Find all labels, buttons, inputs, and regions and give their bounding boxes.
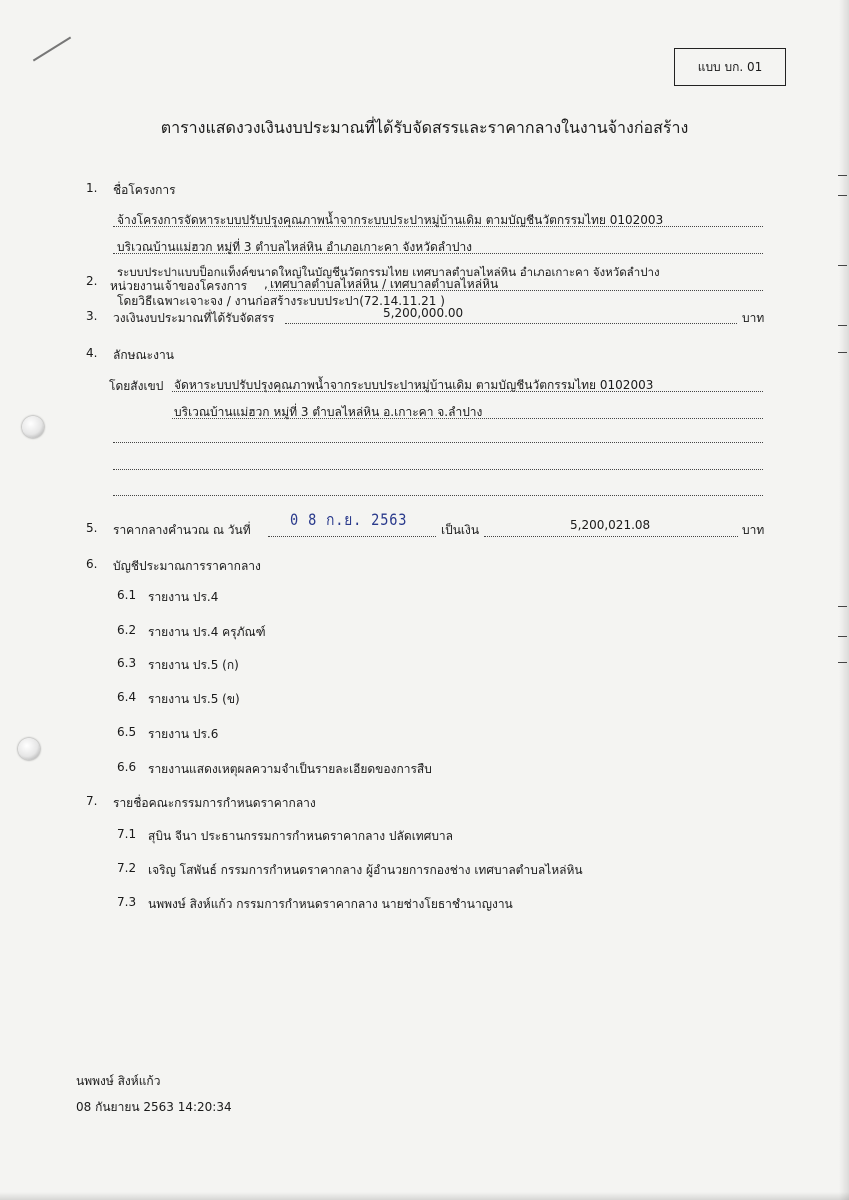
list-item-number: 6.4 xyxy=(117,690,137,704)
committee-item-number: 7.2 xyxy=(117,861,137,875)
list-item: รายงาน ปร.4 xyxy=(148,590,219,604)
section-7-number: 7. xyxy=(86,794,98,808)
dotted-line xyxy=(268,536,436,537)
form-code: แบบ บก. 01 xyxy=(697,59,763,74)
edge-mark xyxy=(838,325,847,326)
section-6-number: 6. xyxy=(86,557,98,571)
dotted-line xyxy=(113,226,763,227)
section-5-amount-label: เป็นเงิน xyxy=(441,523,480,537)
median-price-unit: บาท xyxy=(742,523,765,537)
section-3-number: 3. xyxy=(86,309,98,323)
section-2-separator: , xyxy=(264,277,268,291)
list-item: รายงาน ปร.6 xyxy=(148,727,219,741)
section-4-label: ลักษณะงาน xyxy=(113,348,174,362)
work-description-line-2: บริเวณบ้านแม่ฮวก หมู่ที่ 3 ตำบลไหล่หิน อ.เกาะคา จ.ลำปาง xyxy=(174,405,483,419)
section-1-number: 1. xyxy=(86,181,98,195)
punch-hole-bottom xyxy=(18,738,40,760)
committee-item-number: 7.3 xyxy=(117,895,137,909)
dotted-line xyxy=(484,536,738,537)
project-owner-value: เทศบาลตำบลไหล่หิน / เทศบาลตำบลไหล่หิน xyxy=(270,277,499,291)
list-item: รายงาน ปร.5 (ก) xyxy=(148,658,239,672)
edge-mark xyxy=(838,352,847,353)
median-price-amount: 5,200,021.08 xyxy=(570,518,651,532)
list-item-number: 6.6 xyxy=(117,760,137,774)
section-4-sub-label: โดยสังเขป xyxy=(109,379,164,393)
list-item: รายงาน ปร.4 ครุภัณฑ์ xyxy=(148,625,266,639)
edge-mark xyxy=(838,636,847,637)
committee-member: นพพงษ์ สิงห์แก้ว กรรมการกำหนดราคากลาง นายช่างโยธาชำนาญงาน xyxy=(148,897,513,911)
edge-mark xyxy=(838,195,847,196)
section-4-number: 4. xyxy=(86,346,98,360)
footer-name: นพพงษ์ สิงห์แก้ว xyxy=(76,1074,161,1088)
dotted-line xyxy=(172,391,763,392)
list-item: รายงานแสดงเหตุผลความจำเป็นรายละเอียดของการสืบ xyxy=(148,762,432,776)
date-stamp: 0 8 ก.ย. 2563 xyxy=(290,510,408,529)
punch-hole-top xyxy=(22,416,44,438)
work-description-line-1: จัดหาระบบปรับปรุงคุณภาพน้ำจากระบบประปาหมู่บ้านเดิม ตามบัญชีนวัตกรรมไทย 0102003 xyxy=(174,378,654,392)
project-name-line-2: บริเวณบ้านแม่ฮวก หมู่ที่ 3 ตำบลไหล่หิน อำเภอเกาะคา จังหวัดลำปาง xyxy=(117,240,473,254)
committee-member: เจริญ โสพันธ์ กรรมการกำหนดราคากลาง ผู้อำนวยการกองช่าง เทศบาลตำบลไหล่หิน xyxy=(148,863,583,877)
section-3-label: วงเงินงบประมาณที่ได้รับจัดสรร xyxy=(113,311,275,325)
page-bottom-shadow xyxy=(0,1192,849,1200)
dotted-line xyxy=(113,495,763,496)
dotted-line xyxy=(113,442,763,443)
budget-unit: บาท xyxy=(742,311,765,325)
budget-amount: 5,200,000.00 xyxy=(383,306,464,320)
list-item-number: 6.3 xyxy=(117,656,137,670)
dotted-line xyxy=(113,469,763,470)
list-item-number: 6.1 xyxy=(117,588,137,602)
dotted-line xyxy=(268,290,763,291)
project-name-line-1: จ้างโครงการจัดหาระบบปรับปรุงคุณภาพน้ำจากระบบประปาหมู่บ้านเดิม ตามบัญชีนวัตกรรมไทย 0102003 xyxy=(117,213,664,227)
section-6-label: บัญชีประมาณการราคากลาง xyxy=(113,559,261,573)
list-item-number: 6.5 xyxy=(117,725,137,739)
form-code-box xyxy=(674,48,786,86)
project-name-line-3: ระบบประปาแบบป็อกแท็งค์ขนาดใหญ่ในบัญชีนวัตกรรมไทย เทศบาลตำบลไหล่หิน อำเภอเกาะคา จังหวัดลำปาง xyxy=(117,265,660,279)
section-7-label: รายชื่อคณะกรรมการกำหนดราคากลาง xyxy=(113,796,316,810)
page-edge-shadow xyxy=(839,0,849,1200)
edge-mark xyxy=(838,265,847,266)
scan-scratch-mark xyxy=(33,36,71,61)
section-1-label: ชื่อโครงการ xyxy=(113,183,176,197)
section-2-label: หน่วยงานเจ้าของโครงการ xyxy=(110,279,248,293)
section-2-number: 2. xyxy=(86,274,98,288)
list-item-number: 6.2 xyxy=(117,623,137,637)
committee-member: สุบิน จีนา ประธานกรรมการกำหนดราคากลาง ปลัดเทศบาล xyxy=(148,829,454,843)
edge-mark xyxy=(838,662,847,663)
section-5-number: 5. xyxy=(86,521,98,535)
dotted-line xyxy=(285,323,737,324)
list-item: รายงาน ปร.5 (ข) xyxy=(148,692,240,706)
footer-timestamp: 08 กันยายน 2563 14:20:34 xyxy=(76,1100,232,1114)
edge-mark xyxy=(838,606,847,607)
page-title: ตารางแสดงวงเงินงบประมาณที่ได้รับจัดสรรและราคากลางในงานจ้างก่อสร้าง xyxy=(160,118,689,137)
project-name-line-4: โดยวิธีเฉพาะเจาะจง / งานก่อสร้างระบบประปา(72.14.11.21 ) xyxy=(117,294,445,308)
dotted-line xyxy=(172,418,763,419)
committee-item-number: 7.1 xyxy=(117,827,137,841)
dotted-line xyxy=(113,253,763,254)
edge-mark xyxy=(838,175,847,176)
section-5-label: ราคากลางคำนวณ ณ วันที่ xyxy=(113,523,251,537)
